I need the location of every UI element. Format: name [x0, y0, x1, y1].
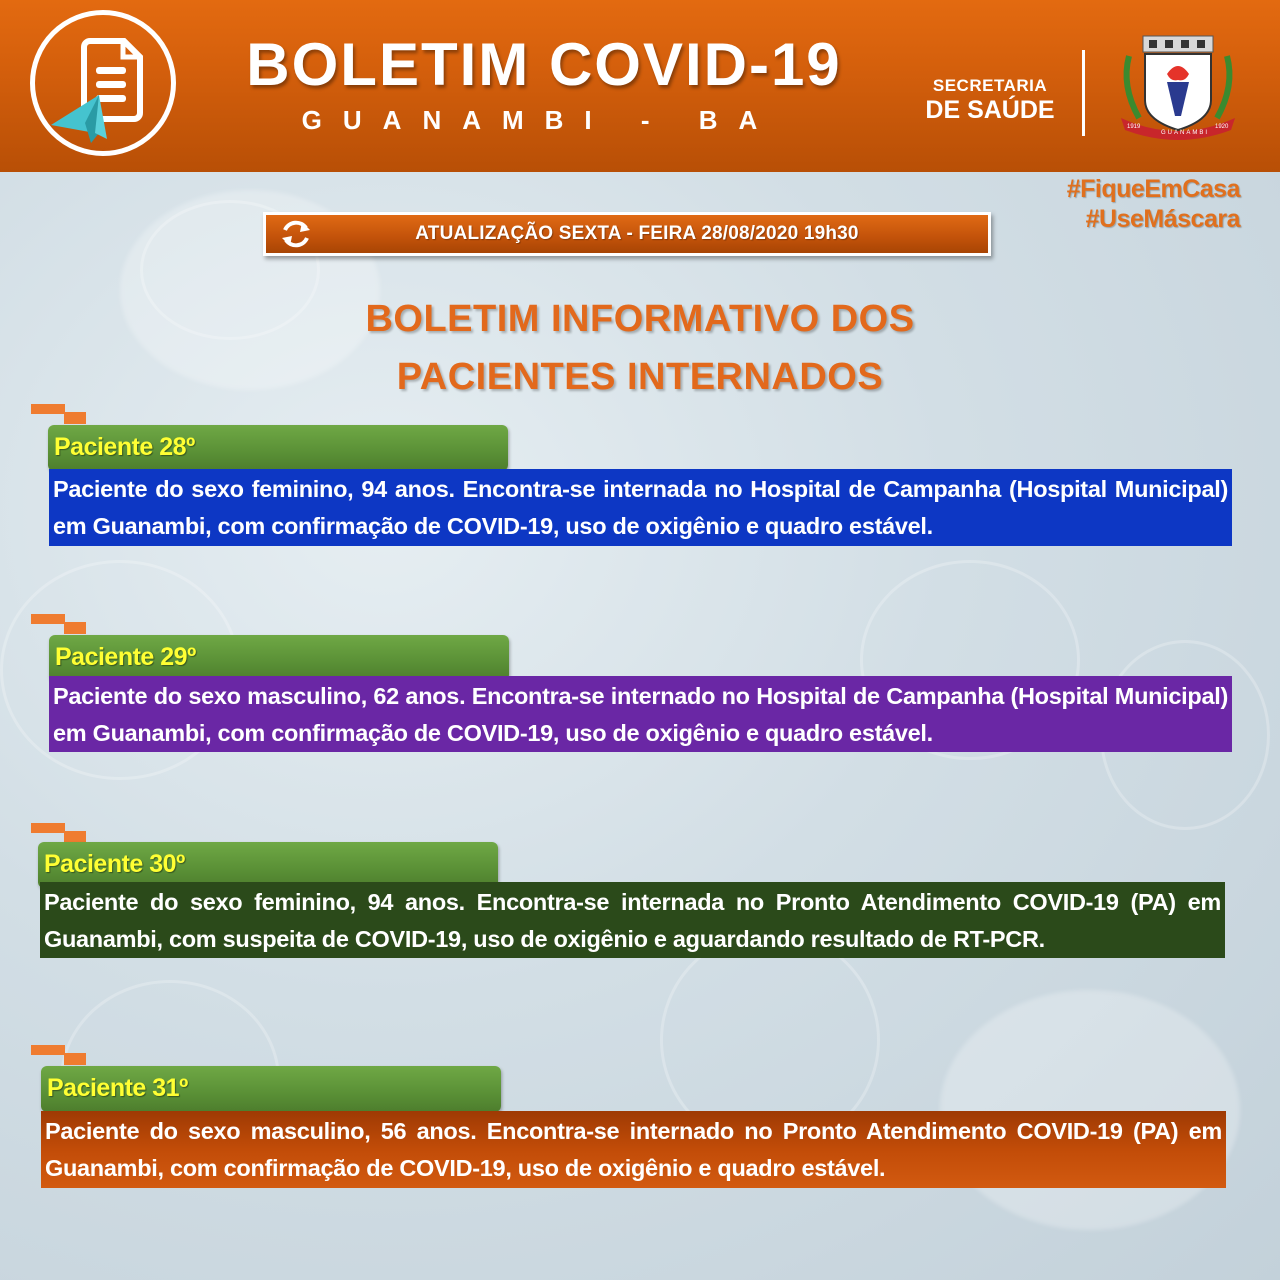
refresh-icon: [266, 216, 326, 252]
crest-year-left: 1919: [1127, 124, 1141, 130]
patient-label: Paciente 31º: [41, 1066, 501, 1112]
document-paper-plane-icon: [35, 15, 171, 151]
hashtag-use-mask: #UseMáscara: [1085, 205, 1240, 233]
department-line2: DE SAÚDE: [925, 96, 1055, 124]
department-name: [900, 76, 1080, 125]
section-heading-line2: PACIENTES INTERNADOS: [396, 356, 884, 398]
crest-year-right: 1920: [1215, 124, 1229, 130]
tab-decoration: [64, 412, 86, 424]
background-blob: [940, 990, 1240, 1230]
logo-badge: [30, 10, 176, 156]
tab-decoration: [31, 614, 65, 624]
tab-decoration: [31, 823, 65, 833]
coat-of-arms-icon: [1115, 34, 1241, 140]
department-line1: SECRETARIA: [932, 76, 1048, 95]
section-heading-line1: BOLETIM INFORMATIVO DOS: [365, 298, 915, 340]
header-banner: [0, 0, 1280, 172]
hashtag-stay-home: #FiqueEmCasa: [1066, 175, 1240, 203]
city-subtitle: GUANAMBI - BA: [301, 105, 779, 135]
tab-decoration: [31, 1045, 65, 1055]
update-bar: [263, 212, 991, 256]
tab-decoration: [64, 1053, 86, 1065]
patient-description: Paciente do sexo feminino, 94 anos. Encontra-se internada no Hospital de Campanha (Hospital Municipal) em Guanambi, com confirmação de COVID-19, uso de oxigênio e quadro estável.: [49, 469, 1232, 546]
patient-description: Paciente do sexo feminino, 94 anos. Encontra-se internada no Pronto Atendimento COVID-19 (PA) em Guanambi, com suspeita de COVID-19, uso de oxigênio e aguardando resultado de RT-PCR.: [40, 882, 1225, 958]
update-timestamp: ATUALIZAÇÃO SEXTA - FEIRA 28/08/2020 19h30: [415, 223, 859, 244]
page-title: BOLETIM COVID-19: [246, 31, 842, 98]
section-heading: [240, 290, 1040, 406]
patient-description: Paciente do sexo masculino, 62 anos. Encontra-se internado no Hospital de Campanha (Hospital Municipal) em Guanambi, com confirmação de COVID-19, uso de oxigênio e quadro estável.: [49, 676, 1232, 752]
hashtags: [1040, 174, 1240, 234]
patient-label: Paciente 29º: [49, 635, 509, 681]
tab-decoration: [31, 404, 65, 414]
patient-label: Paciente 30º: [38, 842, 498, 888]
patient-label: Paciente 28º: [48, 425, 508, 471]
patient-description: Paciente do sexo masculino, 56 anos. Encontra-se internado no Pronto Atendimento COVID-19 (PA) em Guanambi, com confirmação de COVID-19, uso de oxigênio e quadro estável.: [41, 1111, 1226, 1188]
tab-decoration: [64, 622, 86, 634]
crest-ribbon-text: GUANAMBI: [1161, 130, 1210, 136]
header-divider: [1082, 50, 1085, 136]
